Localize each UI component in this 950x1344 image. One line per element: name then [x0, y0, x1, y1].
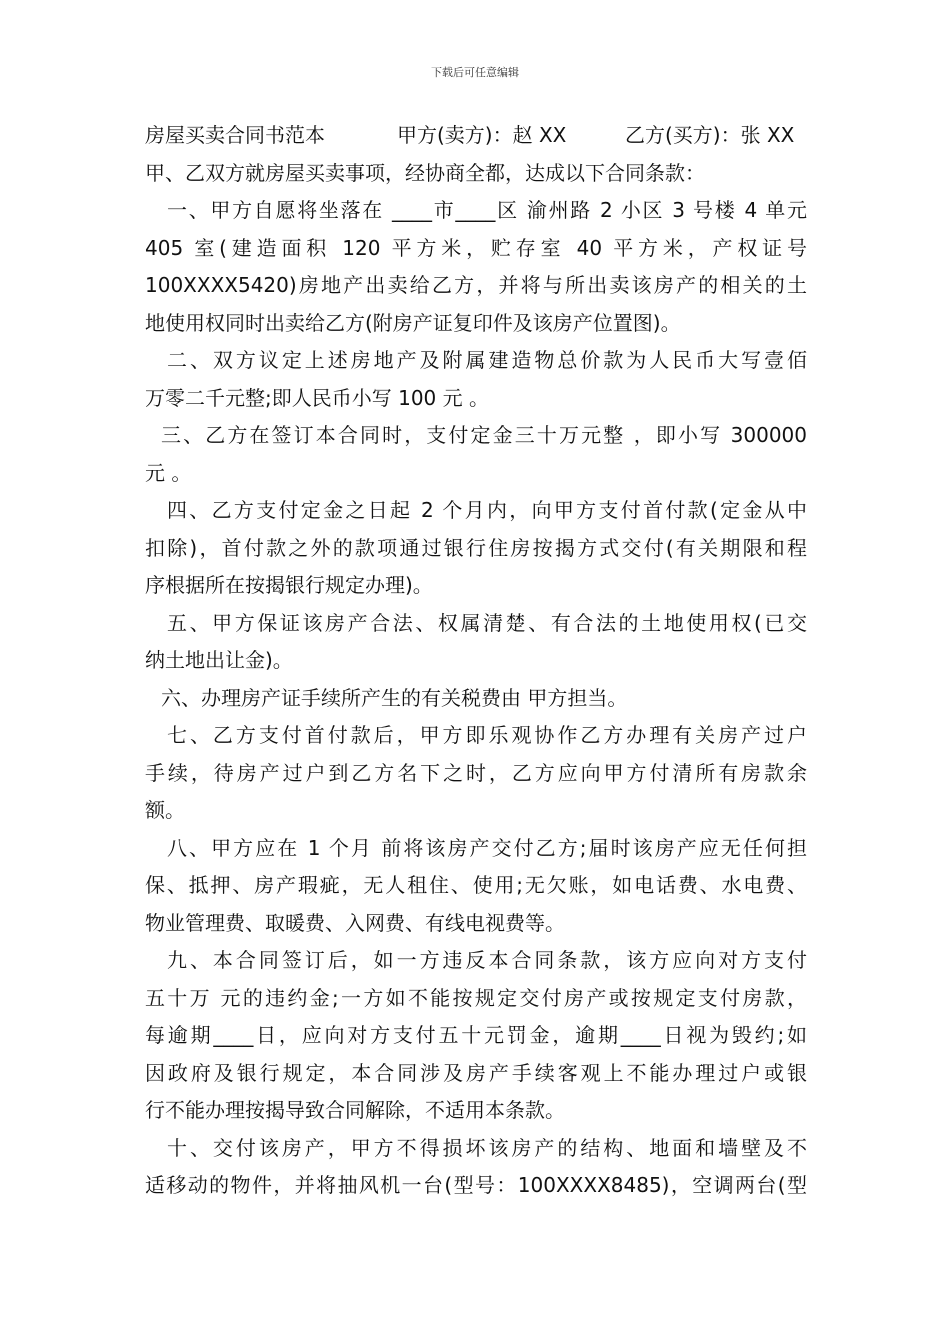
clause-9-line-5: 行不能办理按揭导致合同解除，不适用本条款。 — [145, 1098, 565, 1122]
contract-title-row — [145, 117, 807, 155]
clause-4-line-1: 四、乙方支付定金之日起 2 个月内，向甲方支付首付款(定金从中 — [167, 498, 807, 522]
clause-2-line-2: 万零二千元整;即人民币小写 100 元 。 — [145, 385, 489, 410]
clause-7-line-2: 手续，待房产过户到乙方名下之时，乙方应向甲方付清所有房款余 — [145, 760, 807, 785]
clause-2-line-1: 二、双方议定上述房地产及附属建造物总价款为人民币大写壹佰 — [167, 348, 807, 372]
clause-1-line-4: 地使用权同时出卖给乙方(附房产证复印件及该房产位置图)。 — [145, 310, 681, 335]
clause-8-line-1: 八、甲方应在 1 个月 前将该房产交付乙方;届时该房产应无任何担 — [167, 835, 807, 860]
clause-3-line-2: 元 。 — [145, 460, 192, 485]
clause-4-line-3: 序根据所在按揭银行规定办理)。 — [145, 573, 433, 597]
intro-line: 甲、乙双方就房屋买卖事项，经协商全都，达成以下合同条款： — [145, 160, 705, 185]
clause-7-line-1: 七、乙方支付首付款后，甲方即乐观协作乙方办理有关房产过户 — [167, 723, 807, 747]
clause-6-line-1: 六、办理房产证手续所产生的有关税费由 甲方担当。 — [161, 685, 628, 710]
clause-1-line-3: 100XXXX5420)房地产出卖给乙方，并将与所出卖该房产的相关的土 — [145, 273, 807, 297]
clause-9-line-1: 九、本合同签订后，如一方违反本合同条款，该方应向对方支付 — [167, 948, 807, 972]
clause-10-line-2: 适移动的物件，并将抽风机一台(型号：100XXXX8485)，空调两台(型 — [145, 1173, 807, 1197]
party-a: 甲方(卖方)：赵 XX — [397, 123, 567, 147]
clause-9-line-4: 因政府及银行规定，本合同涉及房产手续客观上不能办理过户或银 — [145, 1060, 807, 1085]
clause-7-line-3: 额。 — [145, 798, 185, 822]
page-header-note: 下载后可任意编辑 — [431, 66, 519, 79]
clause-1-line-1: 一、甲方自愿将坐落在 ____市____区 渝州路 2 小区 3 号楼 4 单元 — [167, 198, 807, 222]
clause-10-line-1: 十、交付该房产，甲方不得损坏该房产的结构、地面和墙壁及不 — [167, 1135, 807, 1160]
clause-9-line-3: 每逾期____日，应向对方支付五十元罚金，逾期____日视为毁约;如 — [145, 1023, 807, 1047]
clause-8-line-2: 保、抵押、房产瑕疵，无人租住、使用;无欠账，如电话费、水电费、 — [145, 873, 807, 897]
clause-5-line-2: 纳土地出让金)。 — [145, 648, 293, 672]
clause-4-line-2: 扣除)，首付款之外的款项通过银行住房按揭方式交付(有关期限和程 — [145, 535, 807, 560]
contract-title: 房屋买卖合同书范本 — [145, 123, 325, 147]
clause-3-line-1: 三、乙方在签订本合同时，支付定金三十万元整 ，即小写 300000 — [161, 423, 807, 447]
contract-body — [145, 117, 807, 1205]
clause-9-line-2: 五十万 元的违约金;一方如不能按规定交付房产或按规定支付房款， — [145, 985, 807, 1010]
clause-5-line-1: 五、甲方保证该房产合法、权属清楚、有合法的土地使用权(已交 — [167, 610, 807, 635]
party-b: 乙方(买方)：张 XX — [625, 123, 795, 147]
clause-8-line-3: 物业管理费、取暖费、入网费、有线电视费等。 — [145, 910, 565, 935]
clause-1-line-2: 405 室(建造面积 120 平方米，贮存室 40 平方米，产权证号 — [145, 235, 807, 260]
